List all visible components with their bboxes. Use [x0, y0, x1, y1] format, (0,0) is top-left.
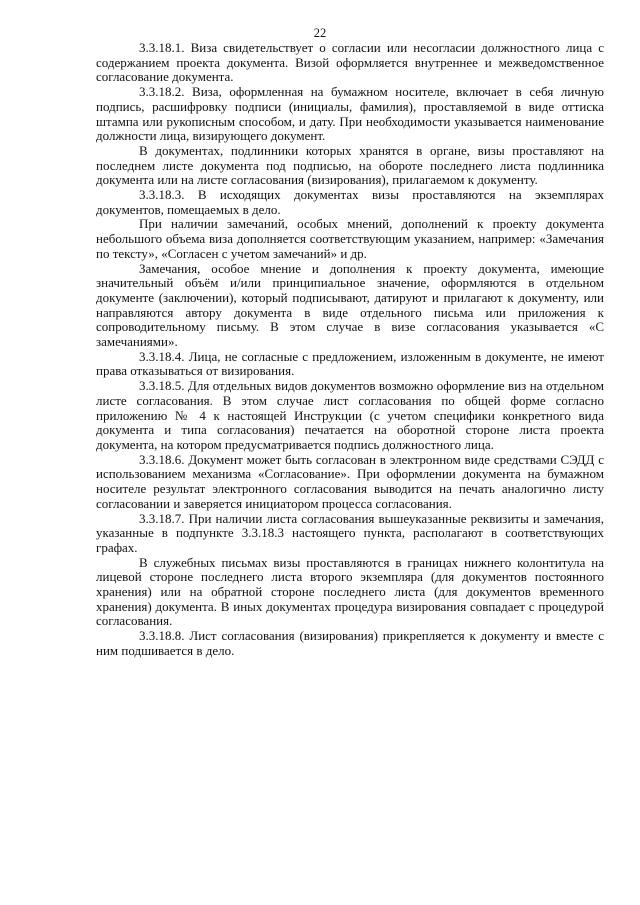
paragraph-3-3-18-3: 3.3.18.3. В исходящих документах визы проставляются на экземплярах документов, помещаемых в дело.	[96, 187, 604, 217]
paragraph-3-3-18-7: 3.3.18.7. При наличии листа согласования вышеуказанные реквизиты и замечания, указанные в подпункте 3.3.18.3 настоящего пункта, располагают в соответствующих графах.	[96, 510, 604, 555]
paragraph-official-letters: В служебных письмах визы проставляются в границах нижнего колонтитула на лицевой стороне последнего листа второго экземпляра (для документов постоянного хранения) или на обратной стороне последнего листа (для документов временного хранения) документа. В иных документах процедура визирования совпадает с процедурой согласования.	[96, 554, 604, 629]
page-number: 22	[313, 26, 327, 40]
paragraph-3-3-18-2: 3.3.18.2. Виза, оформленная на бумажном носителе, включает в себя личную подпись, расшифровку подписи (инициалы, фамилия), проставляемой в виде оттиска штампа или рукописным способом, и дату. При необходимости указывается наименование должности лица, визирующего документ.	[96, 84, 604, 144]
document-body	[96, 41, 604, 659]
paragraph-3-3-18-1: 3.3.18.1. Виза свидетельствует о согласии или несогласии должностного лица с содержанием проекта документа. Визой оформляется внутреннее и межведомственное согласование документа.	[96, 40, 604, 85]
paragraph-remarks-small: При наличии замечаний, особых мнений, дополнений к проекту документа небольшого объема виза дополняется соответствующим указанием, например: «Замечания по тексту», «Согласен с учетом замечаний» и др.	[96, 216, 604, 261]
paragraph-3-3-18-5: 3.3.18.5. Для отдельных видов документов возможно оформление виз на отдельном листе согласования. В этом случае лист согласования по общей форме согласно приложению № 4 к настоящей Инструкции (с учетом специфики конкретного вида документа и типа согласования) печатается на оборотной стороне листа проекта документа, на котором предусматривается подпись должностного лица.	[96, 378, 604, 452]
paragraph-3-3-18-8: 3.3.18.8. Лист согласования (визирования) прикрепляется к документу и вместе с ним подшивается в дело.	[96, 628, 604, 658]
paragraph-remarks-large: Замечания, особое мнение и дополнения к проекту документа, имеющие значительный объём и/или принципиальное значение, оформляются в отдельном документе (заключении), который подписывают, датируют и прилагают к документу, или направляются автору документа в виде отдельного письма или приложения к сопроводительному письму. В этом случае в визе согласования указывается «С замечаниями».	[96, 260, 604, 350]
paragraph-3-3-18-6: 3.3.18.6. Документ может быть согласован в электронном виде средствами СЭДД с использованием механизма «Согласование». При оформлении документа на бумажном носителе результат электронного согласования выводится на печать аналогично листу согласовании и заверяется инициатором процесса согласования.	[96, 451, 604, 511]
paragraph-visa-placement: В документах, подлинники которых хранятся в органе, визы проставляют на последнем листе документа под подписью, на обороте последнего листа подлинника документа или на листе согласования (визирования), прилагаемом к документу.	[96, 142, 604, 188]
paragraph-3-3-18-4: 3.3.18.4. Лица, не согласные с предложением, изложенным в документе, не имеют права отказываться от визирования.	[96, 348, 604, 379]
